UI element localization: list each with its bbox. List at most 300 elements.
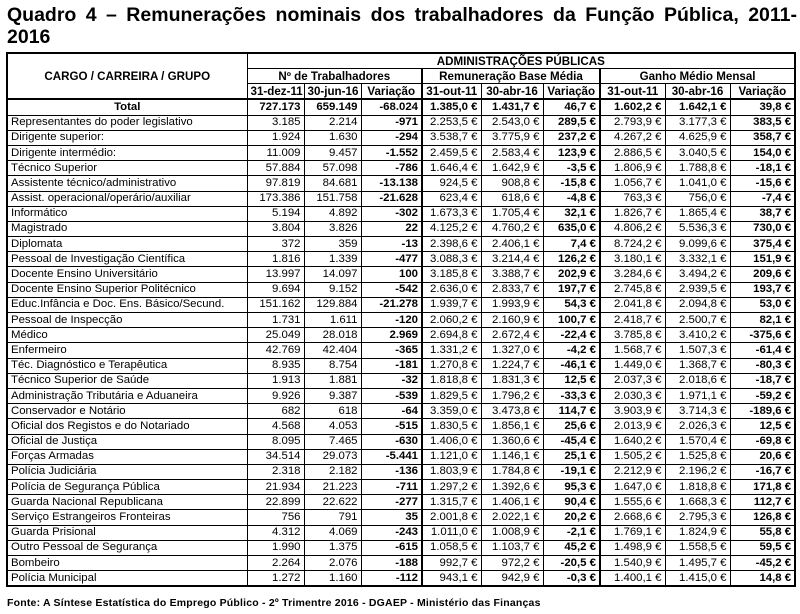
variation-cell: -188 (361, 556, 422, 571)
variation-cell: 7,4 € (543, 237, 600, 252)
table-row (7, 540, 795, 555)
table-row (7, 161, 795, 176)
value-cell: 3.088,3 € (422, 252, 481, 267)
value-cell: 1.881 (304, 373, 361, 388)
variation-cell: -32 (361, 373, 422, 388)
variation-cell: 12,5 € (730, 419, 795, 434)
value-cell: 8.095 (247, 434, 304, 449)
variation-cell: -120 (361, 313, 422, 328)
value-cell: 2.018,6 € (665, 373, 730, 388)
variation-cell: -294 (361, 130, 422, 145)
value-cell: 1.525,8 € (665, 449, 730, 464)
value-cell: 2.543,0 € (481, 115, 543, 130)
value-cell: 2.694,8 € (422, 328, 481, 343)
value-cell: 1.646,4 € (422, 161, 481, 176)
table-row (7, 525, 795, 540)
value-cell: 1.602,2 € (600, 99, 665, 115)
row-label: Outro Pessoal de Segurança (7, 540, 247, 555)
value-cell: 2.182 (304, 464, 361, 479)
variation-cell: 22 (361, 221, 422, 236)
row-label: Guarda Nacional Republicana (7, 495, 247, 510)
value-cell: 4.267,2 € (600, 130, 665, 145)
row-label: Total (7, 99, 247, 115)
value-cell: 9.926 (247, 388, 304, 403)
table-title: Quadro 4 – Remunerações nominais dos trabalhadores da Função Pública, 2011-2016 (7, 4, 797, 48)
variation-cell: -19,1 € (543, 464, 600, 479)
value-cell: 1.555,6 € (600, 495, 665, 510)
variation-cell: 193,7 € (730, 282, 795, 297)
value-cell: 2.833,7 € (481, 282, 543, 297)
value-cell: 2.264 (247, 556, 304, 571)
value-cell: 756,0 € (665, 191, 730, 206)
row-label: Técnico Superior de Saúde (7, 373, 247, 388)
value-cell: 3.040,5 € (665, 145, 730, 160)
variation-cell: -68.024 (361, 99, 422, 115)
table-row (7, 328, 795, 343)
value-cell: 3.332,1 € (665, 252, 730, 267)
value-cell: 8.935 (247, 358, 304, 373)
variation-cell: 635,0 € (543, 221, 600, 236)
value-cell: 3.388,7 € (481, 267, 543, 282)
value-cell: 1.796,2 € (481, 388, 543, 403)
col-header: 31-out-11 (422, 84, 481, 100)
table-row (7, 434, 795, 449)
row-label: Técnico Superior (7, 161, 247, 176)
value-cell: 1.803,9 € (422, 464, 481, 479)
value-cell: 1.058,5 € (422, 540, 481, 555)
variation-cell: 171,8 € (730, 480, 795, 495)
value-cell: 4.806,2 € (600, 221, 665, 236)
value-cell: 2.939,5 € (665, 282, 730, 297)
table-row (7, 449, 795, 464)
value-cell: 1.315,7 € (422, 495, 481, 510)
value-cell: 8.754 (304, 358, 361, 373)
variation-cell: 39,8 € (730, 99, 795, 115)
variation-cell: -181 (361, 358, 422, 373)
row-label: Conservador e Notário (7, 404, 247, 419)
value-cell: 1.121,0 € (422, 449, 481, 464)
variation-cell: -786 (361, 161, 422, 176)
variation-cell: -189,6 € (730, 404, 795, 419)
row-label: Forças Armadas (7, 449, 247, 464)
row-label: Docente Ensino Universitário (7, 267, 247, 282)
variation-cell: -2,1 € (543, 525, 600, 540)
value-cell: 1.818,8 € (665, 480, 730, 495)
row-label: Polícia Municipal (7, 571, 247, 587)
value-cell: 2.160,9 € (481, 313, 543, 328)
value-cell: 2.212,9 € (600, 464, 665, 479)
value-cell: 2.793,9 € (600, 115, 665, 130)
variation-cell: -13.138 (361, 176, 422, 191)
value-cell: 992,7 € (422, 556, 481, 571)
col-header: 31-out-11 (600, 84, 665, 100)
table-row (7, 495, 795, 510)
variation-cell: -971 (361, 115, 422, 130)
value-cell: 4.125,2 € (422, 221, 481, 236)
table-row (7, 556, 795, 571)
value-cell: 1.640,2 € (600, 434, 665, 449)
value-cell: 3.214,4 € (481, 252, 543, 267)
variation-cell: 100,7 € (543, 313, 600, 328)
variation-cell: -15,6 € (730, 176, 795, 191)
row-label: Pessoal de Investigação Científica (7, 252, 247, 267)
variation-cell: 114,7 € (543, 404, 600, 419)
value-cell: 791 (304, 510, 361, 525)
variation-cell: 20,6 € (730, 449, 795, 464)
variation-cell: -7,4 € (730, 191, 795, 206)
value-cell: 22.899 (247, 495, 304, 510)
variation-cell: -16,7 € (730, 464, 795, 479)
total-row (7, 99, 795, 115)
value-cell: 3.177,3 € (665, 115, 730, 130)
value-cell: 1.272 (247, 571, 304, 587)
value-cell: 29.073 (304, 449, 361, 464)
table-row (7, 191, 795, 206)
value-cell: 1.327,0 € (481, 343, 543, 358)
table-row (7, 419, 795, 434)
variation-cell: -22,4 € (543, 328, 600, 343)
value-cell: 1.103,7 € (481, 540, 543, 555)
variation-cell: -46,1 € (543, 358, 600, 373)
value-cell: 1.146,1 € (481, 449, 543, 464)
row-label: Diplomata (7, 237, 247, 252)
value-cell: 3.538,7 € (422, 130, 481, 145)
table-row (7, 145, 795, 160)
value-cell: 2.094,8 € (665, 297, 730, 312)
value-cell: 1.558,5 € (665, 540, 730, 555)
value-cell: 1.505,2 € (600, 449, 665, 464)
value-cell: 2.583,4 € (481, 145, 543, 160)
value-cell: 1.831,3 € (481, 373, 543, 388)
value-cell: 682 (247, 404, 304, 419)
table-row (7, 343, 795, 358)
value-cell: 1.705,4 € (481, 206, 543, 221)
variation-cell: -515 (361, 419, 422, 434)
variation-cell: 59,5 € (730, 540, 795, 555)
table-row (7, 282, 795, 297)
value-cell: 1.495,7 € (665, 556, 730, 571)
variation-cell: 55,8 € (730, 525, 795, 540)
value-cell: 151.758 (304, 191, 361, 206)
variation-cell: -80,3 € (730, 358, 795, 373)
variation-cell: 151,9 € (730, 252, 795, 267)
value-cell: 2.459,5 € (422, 145, 481, 160)
value-cell: 3.180,1 € (600, 252, 665, 267)
variation-cell: 126,8 € (730, 510, 795, 525)
value-cell: 3.185 (247, 115, 304, 130)
value-cell: 22.622 (304, 495, 361, 510)
value-cell: 2.253,5 € (422, 115, 481, 130)
variation-cell: 375,4 € (730, 237, 795, 252)
value-cell: 57.884 (247, 161, 304, 176)
variation-cell: 54,3 € (543, 297, 600, 312)
col-header: Variação (543, 84, 600, 100)
value-cell: 618 (304, 404, 361, 419)
value-cell: 2.037,3 € (600, 373, 665, 388)
value-cell: 1.498,9 € (600, 540, 665, 555)
value-cell: 1.993,9 € (481, 297, 543, 312)
variation-cell: 154,0 € (730, 145, 795, 160)
variation-cell: 100 (361, 267, 422, 282)
row-label: Téc. Diagnóstico e Terapêutica (7, 358, 247, 373)
value-cell: 151.162 (247, 297, 304, 312)
variation-cell: 112,7 € (730, 495, 795, 510)
value-cell: 2.196,2 € (665, 464, 730, 479)
row-label: Enfermeiro (7, 343, 247, 358)
value-cell: 2.668,6 € (600, 510, 665, 525)
value-cell: 9.099,6 € (665, 237, 730, 252)
variation-cell: 25,1 € (543, 449, 600, 464)
value-cell: 1.647,0 € (600, 480, 665, 495)
value-cell: 42.404 (304, 343, 361, 358)
variation-cell: 202,9 € (543, 267, 600, 282)
variation-cell: -33,3 € (543, 388, 600, 403)
value-cell: 1.385,0 € (422, 99, 481, 115)
value-cell: 1.041,0 € (665, 176, 730, 191)
value-cell: 84.681 (304, 176, 361, 191)
value-cell: 1.806,9 € (600, 161, 665, 176)
table-row (7, 313, 795, 328)
value-cell: 1.668,3 € (665, 495, 730, 510)
table-body (7, 99, 795, 586)
value-cell: 2.214 (304, 115, 361, 130)
value-cell: 1.339 (304, 252, 361, 267)
value-cell: 972,2 € (481, 556, 543, 571)
table-row (7, 373, 795, 388)
value-cell: 1.392,6 € (481, 480, 543, 495)
value-cell: 623,4 € (422, 191, 481, 206)
value-cell: 1.570,4 € (665, 434, 730, 449)
variation-cell: 289,5 € (543, 115, 600, 130)
table-row (7, 130, 795, 145)
value-cell: 1.406,0 € (422, 434, 481, 449)
variation-cell: -365 (361, 343, 422, 358)
table-row (7, 297, 795, 312)
col-header: Variação (361, 84, 422, 100)
variation-cell: -45,4 € (543, 434, 600, 449)
variation-cell: 95,3 € (543, 480, 600, 495)
row-label: Médico (7, 328, 247, 343)
col-header: 30-abr-16 (481, 84, 543, 100)
value-cell: 173.386 (247, 191, 304, 206)
header-group: ADMINISTRAÇÕES PÚBLICAS (247, 53, 795, 69)
value-cell: 8.724,2 € (600, 237, 665, 252)
value-cell: 1.224,7 € (481, 358, 543, 373)
value-cell: 9.152 (304, 282, 361, 297)
variation-cell: 35 (361, 510, 422, 525)
col-header: 30-jun-16 (304, 84, 361, 100)
value-cell: 3.410,2 € (665, 328, 730, 343)
value-cell: 1.160 (304, 571, 361, 587)
table-row (7, 221, 795, 236)
value-cell: 2.418,7 € (600, 313, 665, 328)
table-row (7, 176, 795, 191)
col-header: 31-dez-11 (247, 84, 304, 100)
variation-cell: 38,7 € (730, 206, 795, 221)
table-row (7, 571, 795, 587)
value-cell: 1.056,7 € (600, 176, 665, 191)
value-cell: 2.013,9 € (600, 419, 665, 434)
row-label: Informático (7, 206, 247, 221)
value-cell: 1.924 (247, 130, 304, 145)
table-row (7, 464, 795, 479)
table-row (7, 237, 795, 252)
variation-cell: -69,8 € (730, 434, 795, 449)
value-cell: 3.284,6 € (600, 267, 665, 282)
header-base: Remuneração Base Média (422, 69, 600, 84)
variation-cell: 383,5 € (730, 115, 795, 130)
table-row (7, 115, 795, 130)
source-note: Fonte: A Síntese Estatística do Emprego Público - 2º Trimentre 2016 - DGAEP - Ministério das Finanças (7, 597, 541, 609)
variation-cell: -59,2 € (730, 388, 795, 403)
value-cell: 1.856,1 € (481, 419, 543, 434)
variation-cell: -64 (361, 404, 422, 419)
variation-cell: -375,6 € (730, 328, 795, 343)
header-gain: Ganho Médio Mensal (600, 69, 795, 84)
variation-cell: -243 (361, 525, 422, 540)
variation-cell: 14,8 € (730, 571, 795, 587)
value-cell: 1.818,8 € (422, 373, 481, 388)
value-cell: 4.312 (247, 525, 304, 540)
value-cell: 1.673,3 € (422, 206, 481, 221)
value-cell: 2.022,1 € (481, 510, 543, 525)
variation-cell: -13 (361, 237, 422, 252)
value-cell: 2.745,8 € (600, 282, 665, 297)
value-cell: 11.009 (247, 145, 304, 160)
value-cell: 1.540,9 € (600, 556, 665, 571)
value-cell: 1.829,5 € (422, 388, 481, 403)
value-cell: 1.008,9 € (481, 525, 543, 540)
header-cargo: CARGO / CARREIRA / GRUPO (7, 53, 247, 99)
value-cell: 1.826,7 € (600, 206, 665, 221)
variation-cell: 358,7 € (730, 130, 795, 145)
value-cell: 763,3 € (600, 191, 665, 206)
table-row (7, 404, 795, 419)
value-cell: 942,9 € (481, 571, 543, 587)
variation-cell: 53,0 € (730, 297, 795, 312)
variation-cell: 46,7 € (543, 99, 600, 115)
value-cell: 2.041,8 € (600, 297, 665, 312)
value-cell: 2.672,4 € (481, 328, 543, 343)
variation-cell: -136 (361, 464, 422, 479)
value-cell: 372 (247, 237, 304, 252)
variation-cell: -1.552 (361, 145, 422, 160)
row-label: Administração Tributária e Aduaneira (7, 388, 247, 403)
value-cell: 5.194 (247, 206, 304, 221)
row-label: Bombeiro (7, 556, 247, 571)
value-cell: 756 (247, 510, 304, 525)
value-cell: 1.939,7 € (422, 297, 481, 312)
value-cell: 1.406,1 € (481, 495, 543, 510)
variation-cell: 123,9 € (543, 145, 600, 160)
value-cell: 1.568,7 € (600, 343, 665, 358)
table-row (7, 252, 795, 267)
value-cell: 42.769 (247, 343, 304, 358)
row-label: Oficial dos Registos e do Notariado (7, 419, 247, 434)
variation-cell: -21.278 (361, 297, 422, 312)
variation-cell: 126,2 € (543, 252, 600, 267)
variation-cell: 82,1 € (730, 313, 795, 328)
variation-cell: -0,3 € (543, 571, 600, 587)
row-label: Representantes do poder legislativo (7, 115, 247, 130)
value-cell: 1.865,4 € (665, 206, 730, 221)
value-cell: 727.173 (247, 99, 304, 115)
value-cell: 1.642,1 € (665, 99, 730, 115)
value-cell: 618,6 € (481, 191, 543, 206)
value-cell: 4.760,2 € (481, 221, 543, 236)
value-cell: 3.826 (304, 221, 361, 236)
value-cell: 3.494,2 € (665, 267, 730, 282)
value-cell: 2.318 (247, 464, 304, 479)
value-cell: 9.694 (247, 282, 304, 297)
value-cell: 1.368,7 € (665, 358, 730, 373)
value-cell: 1.642,9 € (481, 161, 543, 176)
variation-cell: 197,7 € (543, 282, 600, 297)
value-cell: 3.804 (247, 221, 304, 236)
variation-cell: -277 (361, 495, 422, 510)
variation-cell: -302 (361, 206, 422, 221)
header-workers: Nº de Trabalhadores (247, 69, 422, 84)
value-cell: 28.018 (304, 328, 361, 343)
value-cell: 4.625,9 € (665, 130, 730, 145)
value-cell: 2.886,5 € (600, 145, 665, 160)
variation-cell: -615 (361, 540, 422, 555)
row-label: Polícia de Segurança Pública (7, 480, 247, 495)
value-cell: 1.415,0 € (665, 571, 730, 587)
row-label: Educ.Infância e Doc. Ens. Básico/Secund. (7, 297, 247, 312)
value-cell: 4.568 (247, 419, 304, 434)
variation-cell: -18,7 € (730, 373, 795, 388)
value-cell: 9.457 (304, 145, 361, 160)
table-row (7, 206, 795, 221)
value-cell: 3.185,8 € (422, 267, 481, 282)
value-cell: 14.097 (304, 267, 361, 282)
value-cell: 5.536,3 € (665, 221, 730, 236)
row-label: Dirigente superior: (7, 130, 247, 145)
value-cell: 2.500,7 € (665, 313, 730, 328)
value-cell: 659.149 (304, 99, 361, 115)
variation-cell: -4,2 € (543, 343, 600, 358)
value-cell: 2.030,3 € (600, 388, 665, 403)
value-cell: 3.714,3 € (665, 404, 730, 419)
value-cell: 4.069 (304, 525, 361, 540)
value-cell: 1.400,1 € (600, 571, 665, 587)
table-row (7, 480, 795, 495)
variation-cell: -20,5 € (543, 556, 600, 571)
value-cell: 3.785,8 € (600, 328, 665, 343)
variation-cell: -542 (361, 282, 422, 297)
value-cell: 3.903,9 € (600, 404, 665, 419)
value-cell: 1.011,0 € (422, 525, 481, 540)
value-cell: 129.884 (304, 297, 361, 312)
row-label: Serviço Estrangeiros Fronteiras (7, 510, 247, 525)
value-cell: 4.053 (304, 419, 361, 434)
value-cell: 1.507,3 € (665, 343, 730, 358)
variation-cell: 45,2 € (543, 540, 600, 555)
value-cell: 1.913 (247, 373, 304, 388)
variation-cell: 20,2 € (543, 510, 600, 525)
variation-cell: -711 (361, 480, 422, 495)
value-cell: 359 (304, 237, 361, 252)
variation-cell: -61,4 € (730, 343, 795, 358)
value-cell: 943,1 € (422, 571, 481, 587)
table-row (7, 358, 795, 373)
value-cell: 1.824,9 € (665, 525, 730, 540)
value-cell: 2.398,6 € (422, 237, 481, 252)
value-cell: 1.830,5 € (422, 419, 481, 434)
value-cell: 1.630 (304, 130, 361, 145)
variation-cell: 12,5 € (543, 373, 600, 388)
